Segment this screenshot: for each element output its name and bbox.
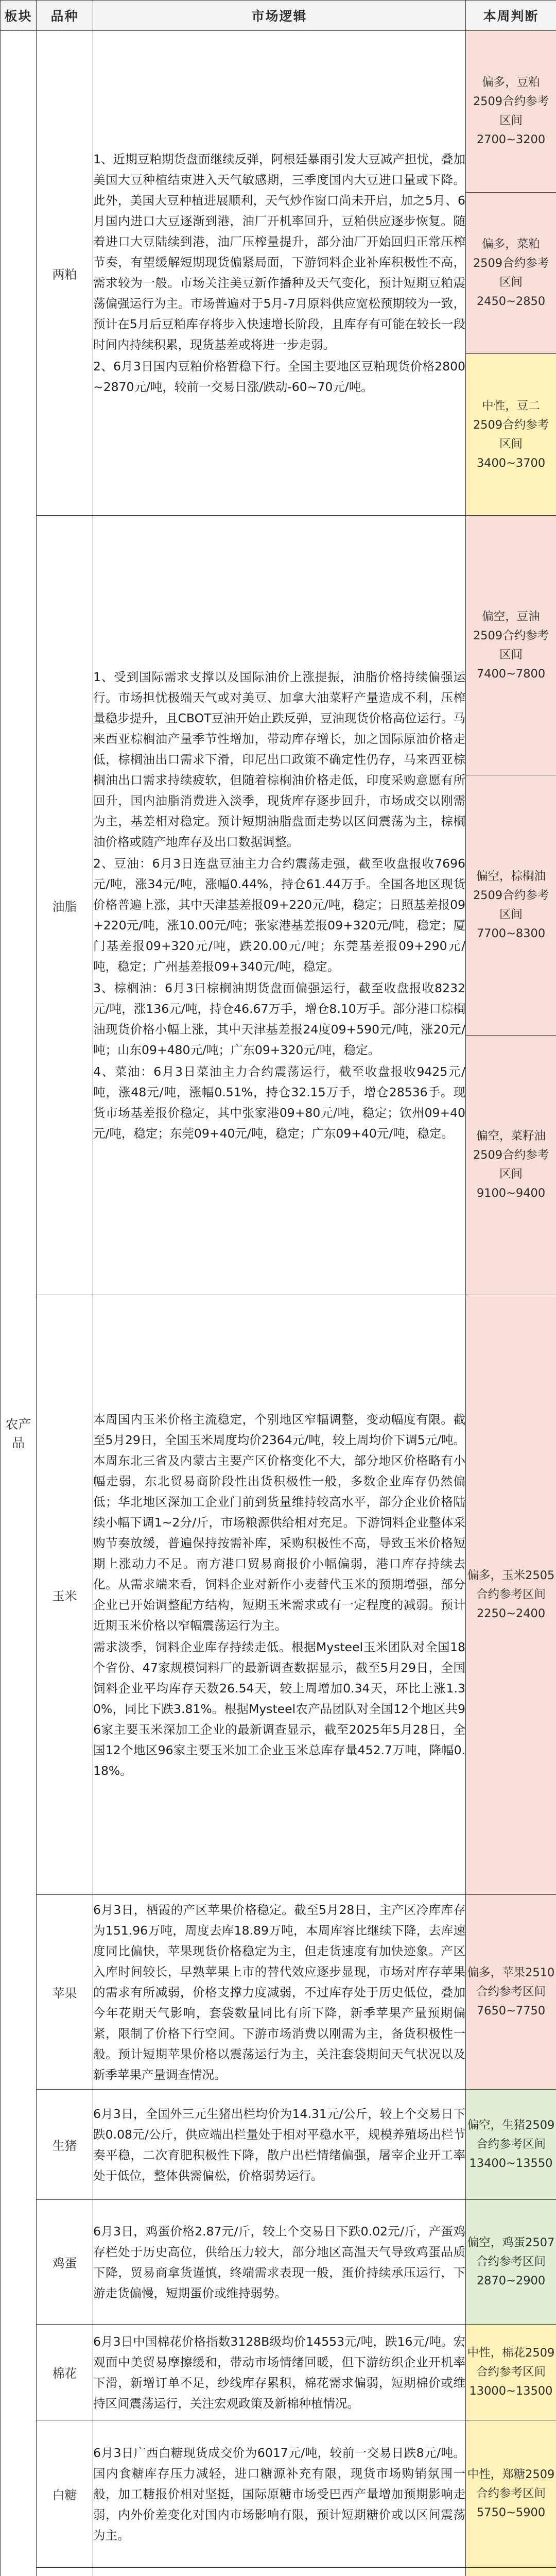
judgment-cell [466,2200,556,2325]
logic-paragraph: 本周国内玉米价格主流稳定，个别地区窄幅调整，变动幅度有限。截至5月29日，全国玉米周度均价2364元/吨，较上周均价下调5元/吨。本周东北三省及内蒙古主要产区价格变化不大，部分地区价格略有小幅走弱，东北贸易商阶段性出货积极性一般，多数企业库存仍然偏低；华北地区深加工企业门前到货量维持较高水平，部分企业价格陆续小幅下调1~2分/斤，市场粮源供给相对充足。下游饲料企业整体采购节奏放缓，普遍保持按需补库，采购积极性不高，导致玉米价格短期上涨动力不足。南方港口贸易商报价小幅偏弱，港口库存持续去化。从需求端来看，饲料企业对新作小麦替代玉米的预期增强，部分企业已开始调整配方结构，短期玉米需求或有一定程度的减弱。预计近期玉米价格以窄幅震荡运行为主。 [93,1412,465,1633]
header-judgment: 本周判断 [466,1,556,31]
logic-paragraph: 6月3日中国棉花价格指数3128B级均价14553元/吨，跌16元/吨。宏观面中美贸易摩擦缓和，带动市场情绪回暖，但下游纺织企业开机率下滑，新增订单不足，纱线库存累积，棉花需求偏弱，短期棉价或维持区间震荡运行，关注宏观政策及新棉种植情况。 [93,2334,465,2411]
logic-cell [93,31,466,516]
variety-cell: 白糖 [37,2420,93,2568]
header-row [1,1,556,31]
logic-cell [93,1295,466,1895]
logic-cell [93,1895,466,2090]
table-row [1,2200,556,2325]
sector-cell: 农产品 [1,31,37,2576]
variety-cell: 玉米 [37,1295,93,1895]
table-row [1,2090,556,2200]
table-row [1,2325,556,2420]
judgment-cell [466,1295,556,1895]
logic-paragraph: 3、棕榈油：6月3日棕榈油期货盘面偏强运行，截至收盘报收8232元/吨，涨136元/吨，持仓46.67万手，增仓8.10万手。部分港口棕榈油现货价格小幅上涨，其中天津基差报24度09+590元/吨，涨20元/吨；山东09+480元/吨；广东09+320元/吨，稳定。 [93,981,465,1057]
logic-paragraph: 4、菜油：6月3日菜油主力合约震荡运行，截至收盘报收9425元/吨，涨48元/吨，涨幅0.51%，持仓32.15万手，增仓28536手。现货市场基差报价稳定，其中张家港09+80元/吨，稳定；钦州09+40元/吨，稳定；东莞09+40元/吨，稳定；广东09+40元/吨，稳定。 [93,1064,465,1141]
judgment-cell [466,1895,556,2090]
judgment-range: 偏空，生猪2509合约参考区间13400~13550 [467,2119,555,2170]
table-row [1,2568,556,2576]
logic-paragraph: 1、近期豆粕期货盘面继续反弹，阿根廷暴雨引发大豆减产担忧，叠加美国大豆种植结束进入天气敏感期，三季度国内大豆进口量或下降。此外，美国大豆种植进展顺利，天气炒作窗口尚未开启，加之5月、6月国内进口大豆逐渐到港，油厂开机率回升，豆粕供应逐步恢复。随着进口大豆陆续到港，油厂压榨量提升，部分油厂开始回归正常压榨节奏，有望缓解短期现货偏紧局面，下游饲料企业补库积极性不高，需求较为一般。市场关注美豆新作播种及天气变化，预计短期豆粕震荡偏强运行为主。市场普遍对于5月-7月原料供应宽松预期较为一致，预计在5月后豆粕库存将步入快速增长阶段，且库存有可能在较长一段时间内持续积累，现货基差或将进一步走弱。 [93,152,465,352]
variety-cell: 鸡蛋 [37,2200,93,2325]
logic-cell [93,516,466,1295]
logic-cell [93,2325,466,2420]
judgment-range: 中性，棉花2509合约参考区间13000~13500 [467,2346,555,2398]
logic-paragraph: 6月3日广西白糖现货成交价为6017元/吨，较前一交易日跌8元/吨。国内食糖库存压力减轻，进口糖源补充有限，现货市场购销氛围一般，加工糖报价相对坚挺，国际原糖市场受巴西产量增加预期影响走弱，内外价差变化对国内市场影响有限，预计短期糖价或以区间震荡为主。 [93,2445,465,2543]
judgment-range: 偏多，玉米2505合约参考区间2250~2400 [467,1569,555,1620]
judgment-cell [466,2568,556,2576]
logic-paragraph: 6月3日，鸡蛋价格2.87元/斤，较上个交易日下跌0.02元/斤，产蛋鸡存栏处于历史高位，供给压力较大，部分地区高温天气导致鸡蛋品质下降，贸易商拿货谨慎，终端需求表现一般，蛋价持续承压运行，下游走货偏慢，短期蛋价或维持弱势。 [93,2224,465,2300]
variety-cell [37,2568,93,2576]
judgment-range: 偏空，鸡蛋2507合约参考区间2870~2900 [467,2236,555,2287]
judgment-cell [466,516,556,1295]
judgment-range: 偏多，菜粕2509合约参考区间2450~2850 [466,192,556,354]
table-row [1,1295,556,1895]
judgment-cell [466,31,556,516]
variety-cell: 油脂 [37,516,93,1295]
logic-cell [93,2568,466,2576]
judgment-cell [466,2090,556,2200]
logic-paragraph: 2、豆油：6月3日连盘豆油主力合约震荡走强，截至收盘报收7696元/吨，涨34元/吨，涨幅0.44%，持仓61.44万手。全国各地区现货价格普遍上涨，其中天津基差报09+220元/吨，稳定；日照基差报09+220元/吨，涨10.00元/吨；张家港基差报09+320元/吨，稳定；厦门基差报09+320元/吨，跌20.00元/吨；东莞基差报09+290元/吨，稳定；广州基差报09+340元/吨，稳定。 [93,856,465,974]
logic-cell [93,2420,466,2568]
judgment-range: 偏多，豆粕2509合约参考区间2700~3200 [466,31,556,192]
variety-cell: 苹果 [37,1895,93,2090]
header-variety: 品种 [37,1,93,31]
logic-paragraph: 6月3日，栖霞的产区苹果价格稳定。截至5月28日，主产区冷库库存为151.96万吨，周度去库18.89万吨，本周库容比继续下降，去库速度同比偏快，苹果现货价格稳定为主，但走货速度有加快迹象。产区入库时间较长，早熟苹果上市的替代效应逐步显现，市场对库存苹果的需求有所减弱，价格支撑力度减弱，不过库存处于历史低位，叠加今年花期天气影响，套袋数量同比有所下降，新季苹果产量预期偏紧，限制了价格下行空间。下游市场消费以刚需为主，备货积极性一般。预计短期苹果价格以震荡运行为主，关注套袋期间天气状况以及新季苹果产量调查情况。 [93,1902,465,2082]
variety-cell: 两粕 [37,31,93,516]
judgment-range: 偏空，豆油2509合约参考区间7400~7800 [466,516,556,775]
table-row [1,1895,556,2090]
table-row [1,516,556,1295]
table-row [1,31,556,516]
judgment-range: 偏空，菜籽油2509合约参考区间9100~9400 [466,1035,556,1295]
logic-paragraph: 2、6月3日国内豆粕价格暂稳下行。全国主要地区豆粕现货价格2800~2870元/吨，较前一交易日涨/跌动-60~70元/吨。 [93,359,465,394]
logic-cell [93,2200,466,2325]
table-body [1,31,556,2576]
header-sector: 板块 [1,1,37,31]
judgment-range: 中性，豆二2509合约参考区间3400~3700 [466,353,556,515]
judgment-range: 偏多，苹果2510合约参考区间7650~7750 [467,1966,555,2018]
logic-paragraph: 1、受到国际需求支撑以及国际油价上涨提振，油脂价格持续偏强运行。市场担忧极端天气或对美豆、加拿大油菜籽产量造成不利，压榨量稳步提升，且CBOT豆油开始止跌反弹，豆油现货价格高位运行。马来西亚棕榈油产量季节性增加，带动库存增长，加之国际原油价格走低，棕榈油出口需求下滑，印尼出口政策不确定性仍存，马来西亚棕榈油出口需求持续疲软，但随着棕榈油价格走低，印度采购意愿有所回升，国内油脂消费进入淡季，现货库存逐步回升，市场成交以刚需为主，基差相对稳定。预计短期油脂盘面走势以区间震荡为主，棕榈油价格或随产地库存及出口数据调整。 [93,670,465,849]
logic-cell [93,2090,466,2200]
logic-paragraph: 需求淡季，饲料企业库存持续走低。根据Mysteel玉米团队对全国18个省份、47家规模饲料厂的最新调查数据显示，截至5月29日，全国饲料企业平均库存天数26.54天，较上周增加0.34天，环比上涨1.30%，同比下跌3.81%。根据Mysteel农产品团队对全国12个地区共96家主要玉米深加工企业的最新调查显示，截至2025年5月28日，全国12个地区96家主要玉米加工企业玉米总库存量452.7万吨，降幅0.18%。 [93,1639,465,1778]
logic-paragraph: 6月3日，全国外三元生猪出栏均价为14.31元/公斤，较上个交易日下跌0.08元/公斤，供应端出栏量处于相对平稳水平，规模养殖场出栏节奏平稳，二次育肥积极性下降，散户出栏情绪偏强，屠宰企业开工率处于低位，整体供需偏松，价格弱势运行。 [93,2106,465,2183]
variety-cell: 棉花 [37,2325,93,2420]
judgment-range: 中性，郑糖2509合约参考区间5750~5900 [467,2468,555,2519]
judgment-range: 偏空，棕榈油2509合约参考区间7700~8300 [466,775,556,1035]
judgment-cell [466,2420,556,2568]
judgment-cell [466,2325,556,2420]
variety-cell: 生猪 [37,2090,93,2200]
header-logic: 市场逻辑 [93,1,466,31]
table-row [1,2420,556,2568]
